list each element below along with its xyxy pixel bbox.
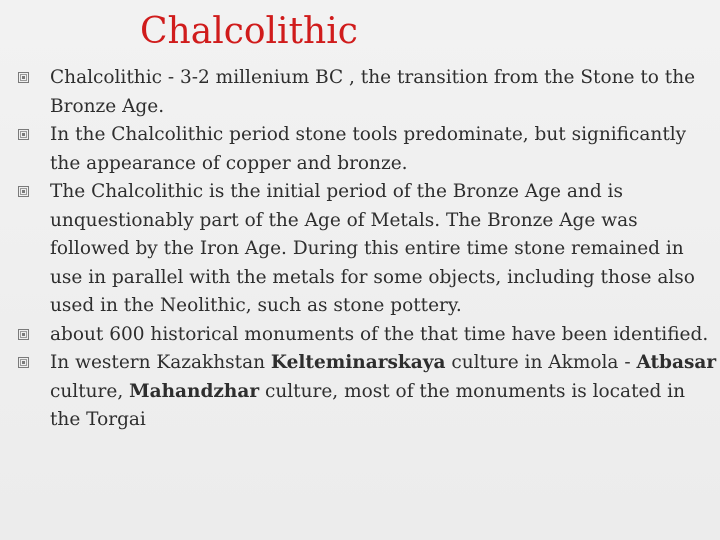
slide-title: Chalcolithic <box>140 11 358 52</box>
square-bullet-icon <box>18 129 29 140</box>
culture-name: Kelteminarskaya <box>270 352 446 373</box>
square-bullet-icon <box>18 186 29 197</box>
bullet-text-segment: culture in Akmola - <box>445 352 637 373</box>
culture-name: Atbasar <box>636 352 717 373</box>
bullet-item <box>18 349 718 435</box>
bullet-text: The Chalcolithic is the initial period of the Bronze Age and is unquestionably part of the Age of Metals. The Bronze Age was followed by the Iron Age. During this entire time stone remained in use in parallel with the metals for some objects, including those also used in the Neolithic, such as stone pottery. <box>50 181 695 316</box>
bullet-item <box>18 64 718 121</box>
culture-name: Mahandzhar <box>129 380 260 402</box>
square-bullet-icon <box>18 357 29 368</box>
bullet-text-segment: culture, most of the monuments is located in the Torgai <box>50 380 686 430</box>
bullet-item <box>18 321 718 350</box>
square-bullet-icon <box>18 72 29 83</box>
bullet-text-segment: culture, <box>50 380 130 402</box>
square-bullet-icon <box>18 329 29 340</box>
bullet-list <box>18 64 718 435</box>
bullet-text: Chalcolithic - 3-2 millenium BC , the transition from the Stone to the Bronze Age. <box>50 67 696 117</box>
bullet-text: about 600 historical monuments of the that time have been identified. <box>50 323 709 345</box>
bullet-text: In the Chalcolithic period stone tools predominate, but significantly the appearance of copper and bronze. <box>50 124 687 174</box>
bullet-text-segment: In western Kazakhstan <box>50 352 271 373</box>
bullet-item <box>18 178 718 321</box>
bullet-item <box>18 121 718 178</box>
